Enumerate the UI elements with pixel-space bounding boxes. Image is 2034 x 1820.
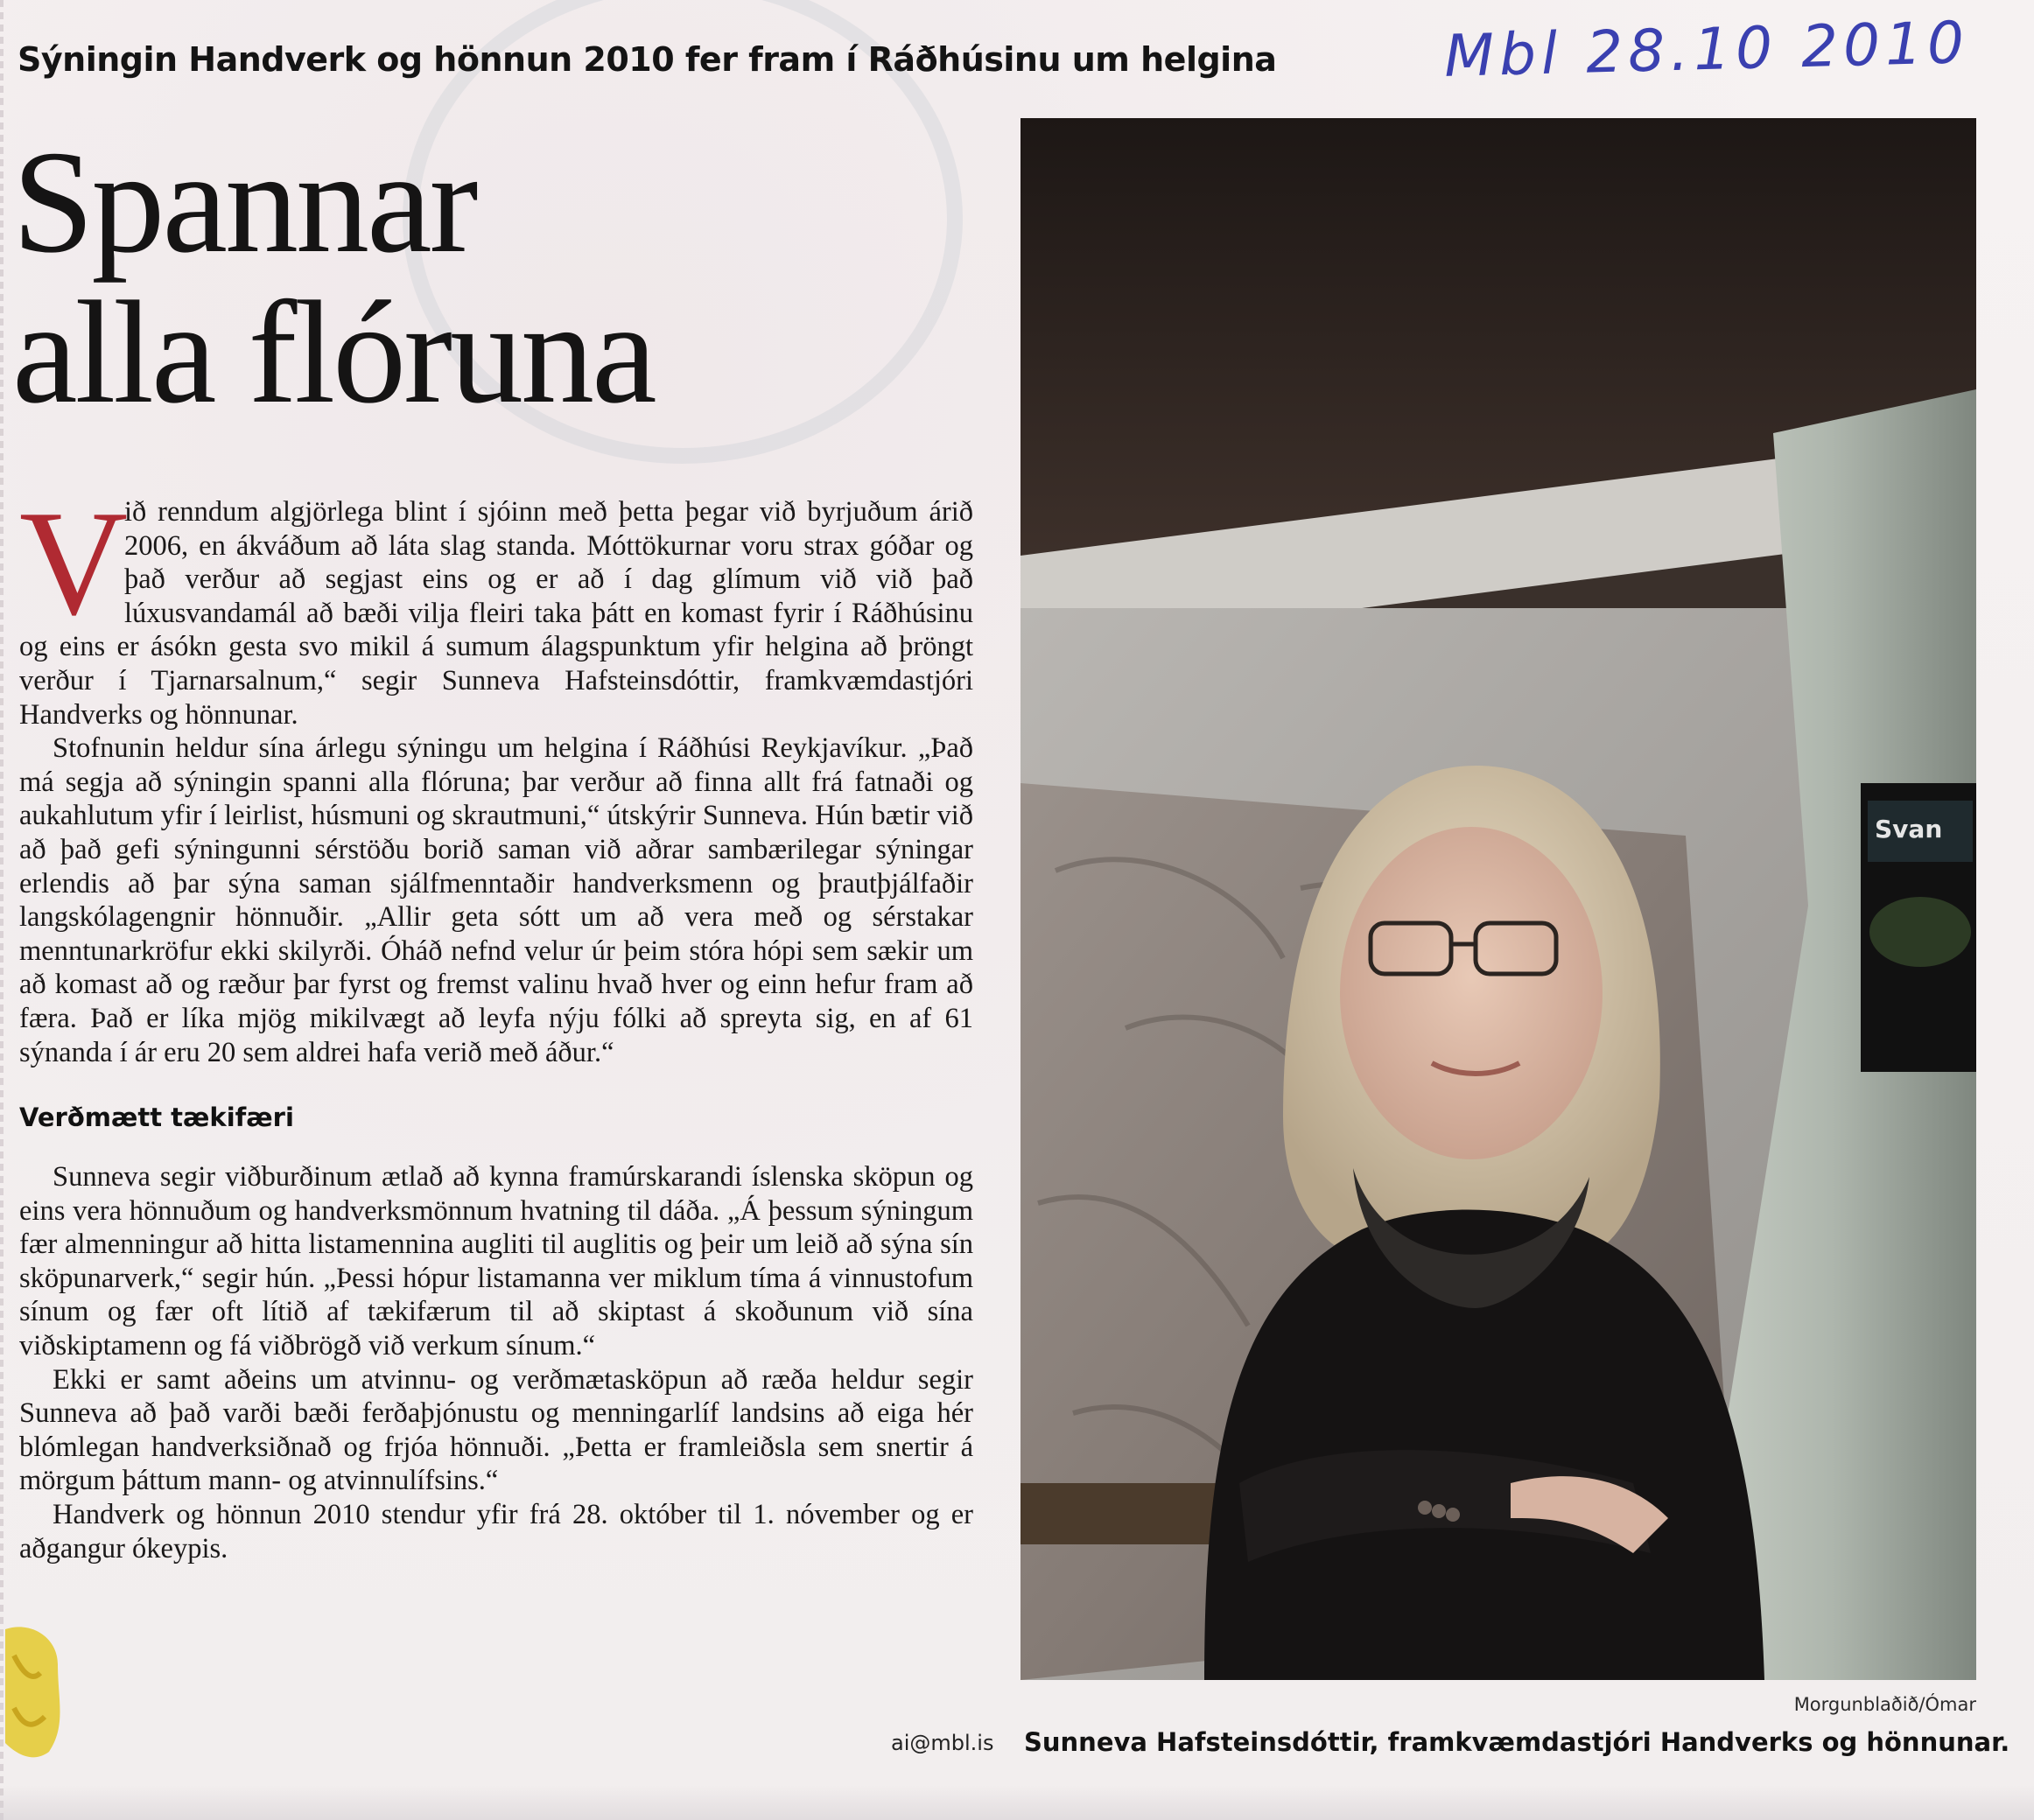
paragraph-4: Ekki er samt aðeins um atvinnu- og verðmætasköpun að ræða heldur segir Sunneva að það varði bæði ferðaþjónustu og menningarlíf landsins að eiga hér blómlegan handverksiðnað og frjóa hönnuði. „Þetta er framleiðsla sem snertir á mörgum þáttum mann- og atvinnulífsins.“ [19, 1363, 973, 1497]
headline [12, 121, 992, 434]
paragraph-5: Handverk og hönnun 2010 stendur yfir frá 28. október til 1. nóvember og er aðgangur ókeypis. [19, 1499, 973, 1564]
headline-line-2: alla flóruna [12, 271, 655, 434]
scan-edge [0, 0, 4, 1820]
article-body [19, 480, 973, 1565]
lead-text: ið renndum algjörlega blint í sjóinn með þetta þegar við byrjuðum árið 2006, en ákváðum að láta slag standa. Móttökurnar voru strax góðar og það verður að segjast eins og er að í dag glímum við við það lúxusvandamál að bæði vilja fleiri taka þátt en komast fyrir í Ráðhúsinu og eins er ásókn gesta svo mikil á sumum álagspunktum yfir helgina að þröngt verður í Tjarnarsalnum,“ segir Sunneva Hafsteinsdóttir, framkvæmdastjóri Handverks og hönnunar. [19, 496, 973, 731]
headline-line-1: Spannar [12, 121, 476, 284]
kicker-line: Sýningin Handverk og hönnun 2010 fer fram í Ráðhúsinu um helgina [18, 40, 1277, 79]
lead-paragraph [19, 480, 973, 732]
yellow-sticky-note-edge [5, 1620, 67, 1760]
portrait-photo [1021, 118, 1976, 1680]
bottom-edge-bleed [0, 1785, 2034, 1820]
photo-caption: Sunneva Hafsteinsdóttir, framkvæmdastjóri Handverks og hönnunar. [1024, 1727, 2010, 1757]
portrait-illustration [1021, 118, 1976, 1680]
drop-cap: V [19, 480, 129, 647]
byline-email: ai@mbl.is [891, 1731, 994, 1755]
photo-credit: Morgunblaðið/Ómar [1793, 1694, 1976, 1715]
svg-text:Svan: Svan [1875, 815, 1943, 844]
handwritten-date-note: Mbl 28.10 2010 [1443, 9, 1970, 90]
subheading: Verðmætt tækifæri [19, 1102, 294, 1133]
paragraph-3: Sunneva segir viðburðinum ætlað að kynna framúrskarandi íslenska sköpun og eins vera hönnuðum og handverksmönnum hvatning til dáða. „Á þessum sýningum fær almenningur að hitta listamennina augliti til auglitis og þeir um leið að sýna sín sköpunarverk,“ segir hún. „Þessi hópur listamanna ver miklum tíma á vinnustofum sínum og fær oft lítið af tækifærum til að skiptast á skoðunum við sína viðskiptamenn og fá viðbrögð við verkum sínum.“ [19, 1161, 973, 1362]
paragraph-2: Stofnunin heldur sína árlegu sýningu um helgina í Ráðhúsi Reykjavíkur. „Það má segja að sýningin spanni alla flóruna; þar verður að finna allt frá fatnaði og aukahlutum yfir í leirlist, húsmuni og skrautmuni,“ útskýrir Sunneva. Hún bætir við að það gefi sýningunni sérstöðu borið saman við aðrar sambærilegar sýningar erlendis að þar sýna saman sjálfmenntaðir handverksmenn og þrautþjálfaðir langskólagengnir hönnuðir. „Allir geta sótt um að vera með og sérstakar menntunarkröfur ekki skilyrði. Óháð nefnd velur úr þeim stóra hópi sem sækir um að komast að og ræður þar fyrst og fremst valinu hvað hver og einn hefur fram að færa. Það er líka mjög mikilvægt að leyfa nýju fólki að spreyta sig, en af 61 sýnanda í ár eru 20 sem aldrei hafa verið með áður.“ [19, 732, 973, 1068]
